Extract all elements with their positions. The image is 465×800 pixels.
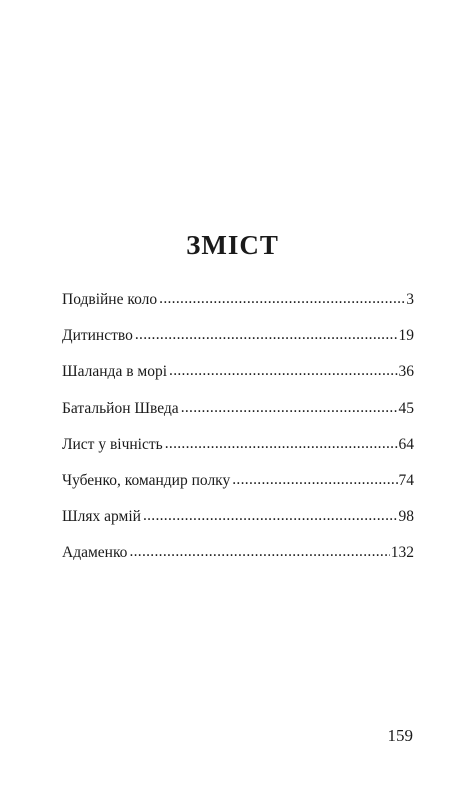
toc-entry <box>62 362 414 398</box>
toc-entry-title: Шлях армій <box>62 508 141 526</box>
toc-entry-title: Адаменко <box>62 544 128 562</box>
toc-entry-title: Чубенко, командир полку <box>62 471 231 489</box>
dot-leader <box>159 289 405 309</box>
dot-leader <box>135 325 398 345</box>
toc-entry-title: Дитинство <box>62 327 133 345</box>
toc-entry <box>62 471 414 507</box>
toc-entry-page: 132 <box>390 544 414 562</box>
dot-leader <box>169 361 397 381</box>
toc-entry <box>62 290 414 326</box>
toc-entry-title: Шаланда в морі <box>62 363 168 381</box>
toc-entry-page: 74 <box>398 471 414 489</box>
toc-entry-page: 45 <box>398 399 414 417</box>
toc-entry-title: Подвійне коло <box>62 291 158 308</box>
toc-entry-page: 98 <box>398 508 414 526</box>
table-of-contents <box>62 290 414 580</box>
toc-entry-title: Лист у вічність <box>62 435 163 453</box>
dot-leader <box>143 506 398 526</box>
toc-entry-page: 3 <box>406 291 414 308</box>
page-number: 159 <box>387 726 413 745</box>
dot-leader <box>232 470 397 490</box>
dot-leader <box>181 398 398 418</box>
contents-heading: ЗМІСТ <box>186 230 279 260</box>
toc-entry <box>62 543 414 579</box>
dot-leader <box>129 542 389 562</box>
toc-entry-page: 36 <box>398 363 414 381</box>
toc-entry <box>62 507 414 543</box>
toc-entry-page: 19 <box>398 327 414 345</box>
toc-entry <box>62 435 414 471</box>
toc-entry-page: 64 <box>398 435 414 453</box>
toc-entry <box>62 326 414 362</box>
toc-entry <box>62 399 414 435</box>
dot-leader <box>165 434 398 454</box>
toc-entry-title: Батальйон Шведа <box>62 399 179 417</box>
